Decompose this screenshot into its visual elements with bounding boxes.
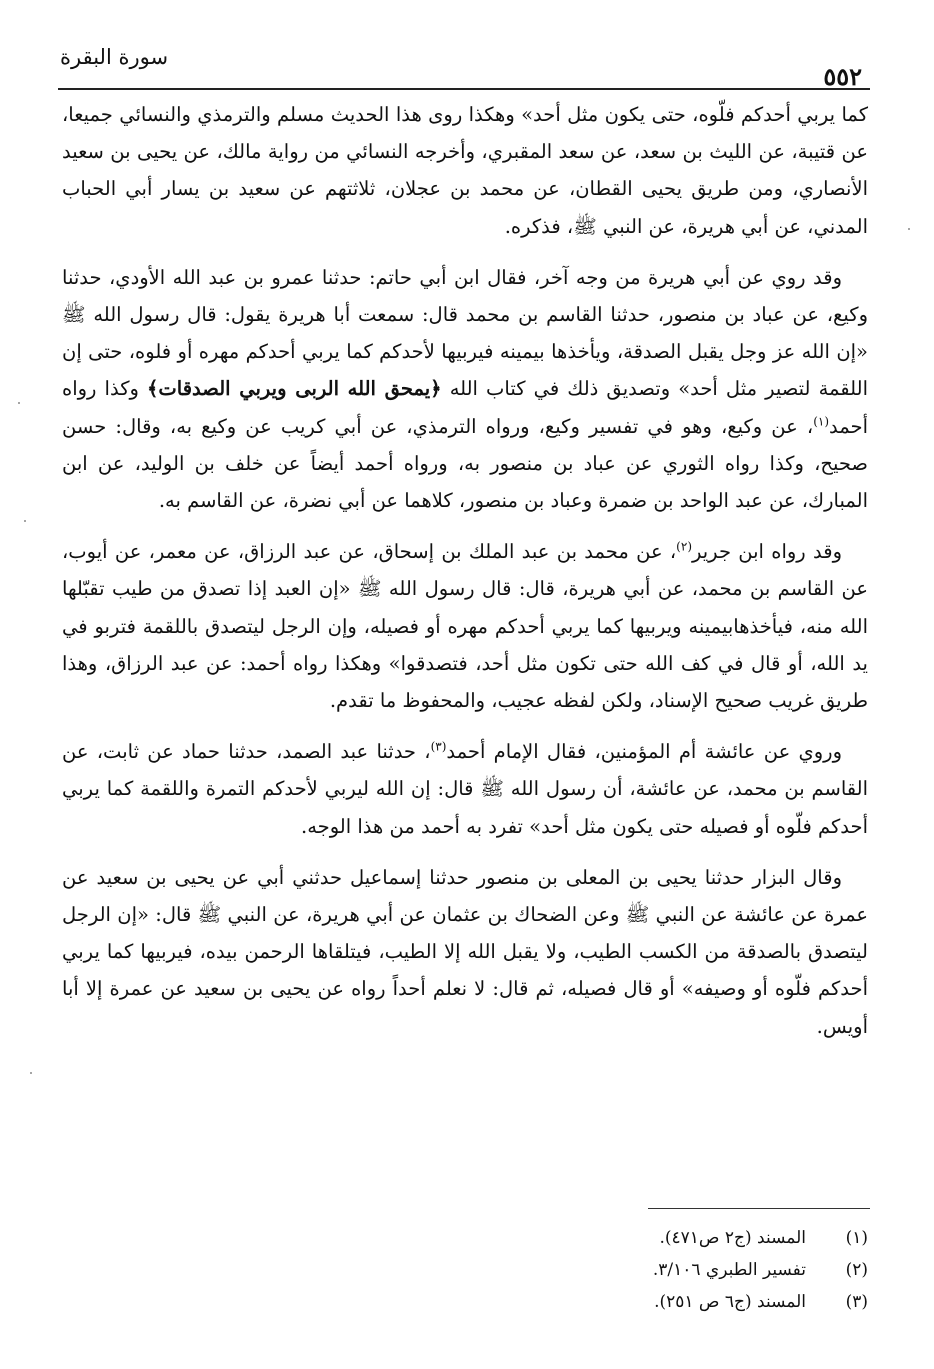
paragraph-4-start: وروي عن عائشة أم المؤمنين، فقال الإمام أحمد (446, 740, 842, 764)
header-rule (58, 88, 870, 90)
paragraph-2-rest: ، عن وكيع، وهو في تفسير وكيع، ورواه الترمذي، عن أبي كريب عن وكيع به، وقال: حسن صحيح، وكذا رواه الثوري عن عباد بن منصور به، ورواه أحمد أيضاً عن خلف بن الوليد، عن ابن المبارك، عن عبد الواحد بن ضمرة وعباد بن منصور، كلاهما عن أبي نضرة، عن القاسم به. (62, 414, 868, 513)
paragraph-2 (62, 259, 868, 519)
paragraph-2-start: وقد روي عن أبي هريرة من وجه آخر، فقال ابن أبي حاتم: حدثنا عمرو بن عبد الله الأودي، حدثنا وكيع، عن عباد بن منصور، حدثنا القاسم بن محمد قال: سمعت أبا هريرة يقول: قال رسول الله ﷺ «إن الله عز وجل يقبل الصدقة، ويأخذها بيمينه فيربيها لأحدكم كما يربي أحدكم مهره أو فلوه، حتى إن اللقمة لتصير مثل أحد» وتصديق ذلك في كتاب الله (62, 265, 868, 401)
footnote-text: المسند (ج٢ ص٤٧١). (659, 1228, 806, 1248)
body-text (62, 96, 868, 1059)
footnote-ref-3[interactable]: (٣) (430, 739, 447, 754)
footnote-3 (420, 1286, 868, 1318)
paragraph-2-mid: وكذا رواه أحمد (62, 377, 868, 438)
footnote-ref-2[interactable]: (٢) (676, 539, 692, 554)
scan-speck (24, 520, 26, 522)
footnote-number: (١) (845, 1228, 868, 1248)
footnote-number: (٢) (845, 1260, 868, 1280)
scan-speck (908, 228, 910, 230)
paragraph-4-rest: ، حدثنا عبد الصمد، حدثنا حماد عن ثابت، عن القاسم بن محمد، عن عائشة، أن رسول الله ﷺ قال: إن الله ليربي لأحدكم التمرة واللقمة كما يربي أحدكم فلّوه أو فصيله حتى يكون مثل أحد» تفرد به أحمد من هذا الوجه. (62, 740, 868, 838)
paragraph-1: كما يربي أحدكم فلّوه، حتى يكون مثل أحد» وهكذا روى هذا الحديث مسلم والترمذي والنسائي جميعا، عن قتيبة، عن الليث بن سعد، عن سعد المقبري، وأخرجه النسائي من رواية مالك، عن يحيى بن سعيد الأنصاري، ومن طريق يحيى القطان، عن محمد بن عجلان، ثلاثتهم عن سعيد بن يسار أبي الحباب المدني، عن أبي هريرة، عن النبي ﷺ، فذكره. (62, 103, 868, 238)
scan-speck (30, 1072, 32, 1074)
footnotes (420, 1222, 868, 1318)
footnote-2 (420, 1254, 868, 1286)
footnote-text: المسند (ج٦ ص ٢٥١). (654, 1292, 806, 1312)
paragraph-3-rest: ، عن محمد بن عبد الملك بن إسحاق، عن عبد الرزاق، عن معمر، عن أيوب، عن القاسم بن محمد، عن أبي هريرة، قال: قال رسول الله ﷺ «إن العبد إذا تصدق من طيب تقبّلها الله منه، فيأخذهابيمينه ويربيها كما يربي أحدكم مهره أو فصيله، وإن الرجل ليتصدق باللقمة فتربو في يد الله، أو قال في كف الله حتى تكون مثل أحد، فتصدقوا» وهكذا رواه أحمد: عن عبد الرزاق، وهذا طريق غريب صحيح الإسناد، ولكن لفظه عجيب، والمحفوظ ما تقدم. (62, 540, 868, 713)
footnote-rule (648, 1208, 870, 1209)
paragraph-3-start: وقد رواه ابن جرير (692, 540, 842, 564)
footnote-number: (٣) (845, 1292, 868, 1312)
paragraph-3 (62, 533, 868, 719)
footnote-ref-1[interactable]: (١) (813, 414, 830, 429)
scan-speck (18, 402, 20, 404)
page-number: ٥٥٢ (823, 62, 862, 91)
page-header (58, 42, 870, 92)
paragraph-4 (62, 733, 868, 845)
paragraph-5: وقال البزار حدثنا يحيى بن المعلى بن منصور حدثنا إسماعيل حدثني أبي عن يحيى بن سعيد عن عمرة عن عائشة عن النبي ﷺ وعن الضحاك بن عثمان عن أبي هريرة، عن النبي ﷺ قال: «إن الرجل ليتصدق بالصدقة من الكسب الطيب، ولا يقبل الله إلا الطيب، فيتلقاها الرحمن بيده، فيربيها كما يربي أحدكم فلّوه أو وصيفه» أو قال فصيله، ثم قال: لا نعلم أحداً رواه عن يحيى بن سعيد عن عمرة إلا أبا أويس. (62, 865, 868, 1038)
footnote-1 (420, 1222, 868, 1254)
quran-verse: ﴿يمحق الله الربى ويربي الصدقات﴾ (147, 377, 442, 401)
footnote-text: تفسير الطبري ٣/١٠٦. (652, 1260, 806, 1280)
surah-title: سورة البقرة (60, 45, 169, 69)
